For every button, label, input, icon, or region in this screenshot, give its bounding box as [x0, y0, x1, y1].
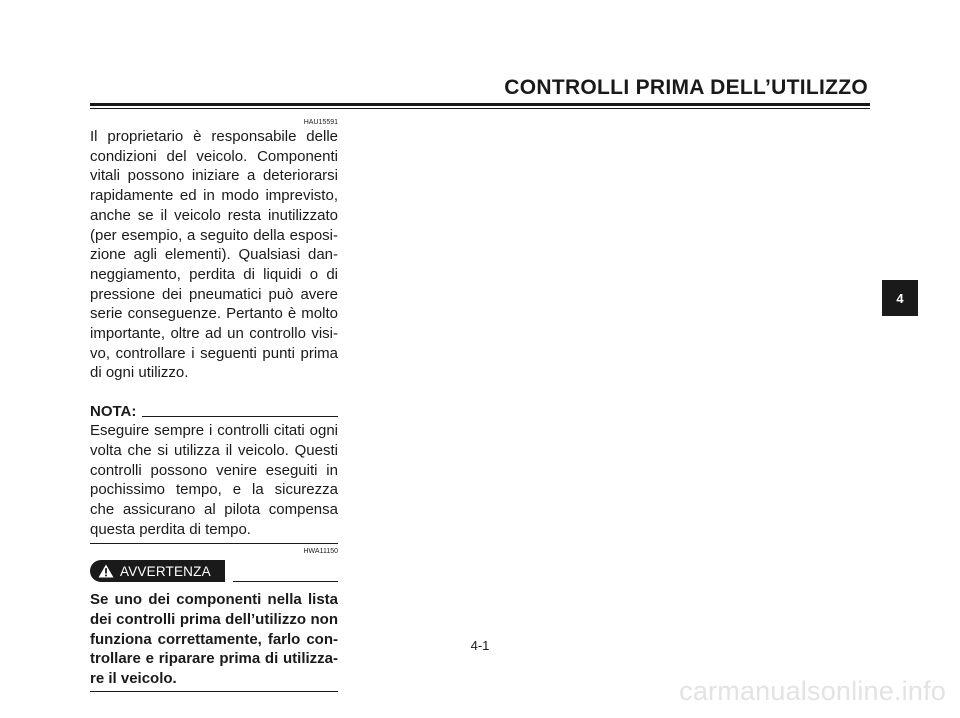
text-line: zione agli elementi). Qualsiasi dan-: [90, 246, 338, 264]
text-line: trollare e riparare prima di utilizza-: [90, 650, 338, 668]
warning-triangle-icon: [98, 564, 114, 578]
watermark: carmanualsonline.info: [679, 676, 946, 706]
title-rule-thin: [90, 108, 870, 109]
text-line: Eseguire sempre i controlli citati ogni: [90, 422, 338, 440]
text-line: importante, oltre ad un controllo visi-: [90, 325, 338, 343]
page-number: 4-1: [470, 638, 490, 653]
text-line: di ogni utilizzo.: [90, 364, 189, 382]
text-line: neggiamento, perdita di liquidi o di: [90, 265, 338, 283]
text-line: re il veicolo.: [90, 670, 177, 688]
text-line: dei controlli prima dell’utilizzo non: [90, 611, 338, 629]
text-line: Se uno dei componenti nella lista: [90, 591, 338, 609]
warning-label: AVVERTENZA: [120, 563, 211, 579]
section-code: HAU15591: [303, 119, 338, 126]
warning-code: HWA11150: [303, 548, 338, 556]
text-line: perdita di tempo.: [139, 520, 251, 538]
content-column: [90, 118, 338, 692]
text-line: serie conseguenze. Pertanto è molto: [90, 305, 338, 323]
note-end-rule: [90, 543, 338, 544]
note-label: NOTA:: [90, 403, 137, 421]
note-heading: [90, 401, 338, 421]
warning-end-rule: [90, 691, 338, 692]
text-line: rapidamente ed in modo imprevisto,: [90, 187, 338, 205]
text-line: vitali possono iniziare a deteriorarsi: [90, 167, 338, 185]
note-heading-rule: [142, 416, 338, 417]
text-line: vo, controllare i seguenti punti prima: [90, 344, 338, 362]
chapter-tab: 4: [882, 280, 918, 316]
text-line: Il proprietario è responsabile delle: [90, 128, 338, 145]
text-line: (per esempio, a seguito della esposi-: [90, 226, 338, 244]
text-line: condizioni del veicolo. Componenti: [90, 147, 338, 165]
title-rule: [90, 103, 870, 106]
text-line: pressione dei pneumatici può avere: [90, 285, 338, 303]
text-line: anche se il veicolo resta inutilizzato: [90, 206, 338, 224]
text-line: controlli possono venire eseguiti in: [90, 461, 338, 479]
page-title: CONTROLLI PRIMA DELL’UTILIZZO: [504, 76, 868, 99]
text-line: pochissimo tempo, e la sicurezza che: [90, 481, 338, 518]
warning-heading: [90, 560, 338, 582]
text-line: assicurano al pilota compensa questa: [90, 500, 338, 538]
warning-heading-rule: [233, 581, 338, 582]
text-line: volta che si utilizza il veicolo. Questi: [90, 441, 338, 459]
intro-paragraph: [90, 127, 338, 383]
text-line: funziona correttamente, farlo con-: [90, 630, 338, 648]
warning-badge: [90, 560, 225, 582]
note-paragraph: [90, 421, 338, 539]
